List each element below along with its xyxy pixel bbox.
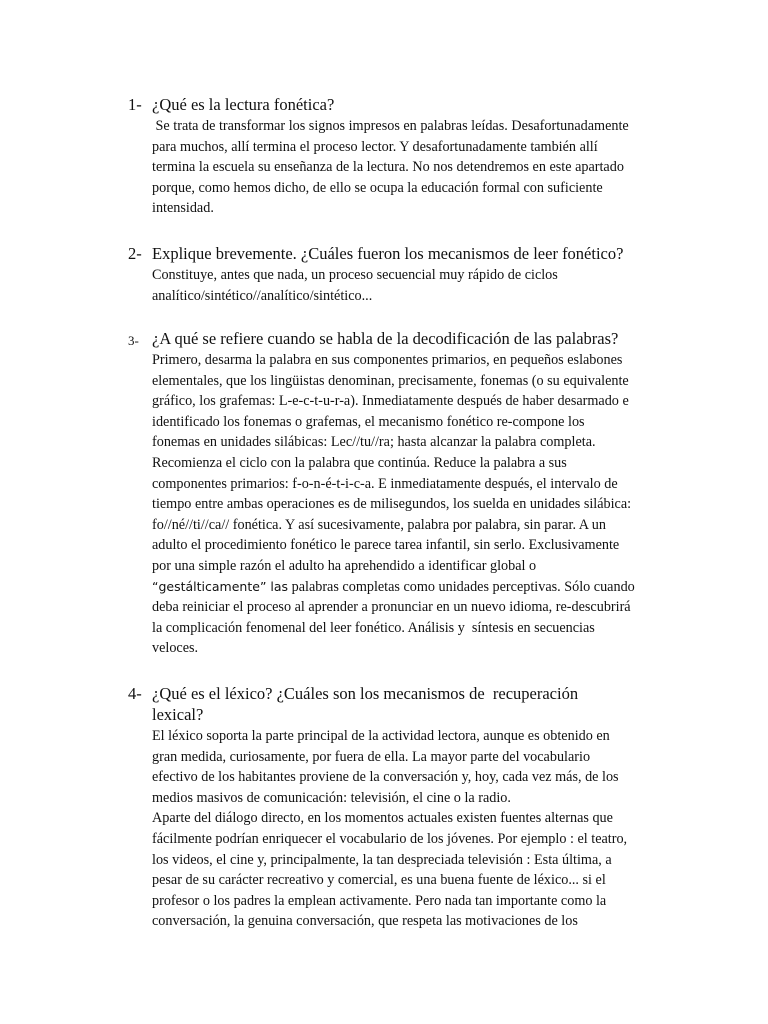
answer-line: los videos, el cine y, principalmente, la tan despreciada televisión : Esta última, a (152, 851, 612, 868)
answer-line: Primero, desarma la palabra en sus componentes primarios, en pequeños eslabones (152, 352, 623, 368)
answer-line: gráfico, los grafemas: L-e-c-t-u-r-a). Inmediatamente después de haber desarmado e (152, 393, 629, 410)
answer-line: intensidad. (152, 200, 214, 217)
answer-line: termina la escuela su enseñanza de la lectura. No nos detendremos en este apartado (152, 159, 624, 176)
answer-line: deba reiniciar el proceso al aprender a pronunciar en un nuevo idioma, re-descubrirá (152, 599, 631, 616)
answer-line: elementales, que los lingüistas denominan, precisamente, fonemas (o su equivalente (152, 372, 629, 389)
question-3-answer (152, 350, 672, 659)
question-3-title: ¿A qué se refiere cuando se habla de la decodificación de las palabras? (152, 329, 619, 348)
answer-line: conversación, la genuina conversación, que respeta las motivaciones de los (152, 913, 578, 930)
question-3-number: 3- (128, 333, 139, 348)
answer-line: Constituye, antes que nada, un proceso secuencial muy rápido de ciclos (152, 267, 558, 283)
answer-line: componentes primarios: f-o-n-é-t-i-c-a. E inmediatamente después, el intervalo de (152, 475, 618, 492)
question-2-title: Explique brevemente. ¿Cuáles fueron los mecanismos de leer fonético? (152, 244, 624, 263)
answer-line: Recomienza el ciclo con la palabra que continúa. Reduce la palabra a sus (152, 454, 567, 471)
question-1-number: 1- (128, 95, 142, 114)
answer-line: gran medida, curiosamente, por fuera de ella. La mayor parte del vocabulario (152, 748, 591, 765)
answer-line: fácilmente podrían enriquecer el vocabulario de los jóvenes. Por ejemplo : el teatro, (152, 830, 628, 847)
answer-line: fo//né//ti//ca// fonética. Y así sucesivamente, palabra por palabra, sin parar. A un (152, 516, 606, 533)
question-1-answer (152, 116, 672, 219)
answer-line: adulto el procedimiento fonético le parece tarea infantil, sin serlo. Exclusivamente (152, 537, 620, 554)
answer-line: por una simple razón el adulto ha aprehendido a identificar global o (152, 557, 537, 574)
question-4-title-line-2: lexical? (152, 705, 204, 724)
answer-line: analítico/sintético//analítico/sintético... (152, 287, 373, 304)
answer-line: Aparte del diálogo directo, en los momentos actuales existen fuentes alternas que (152, 810, 613, 827)
question-2-number: 2- (128, 244, 142, 263)
styled-word-rest: ” las (259, 578, 289, 594)
question-4-answer (152, 726, 672, 932)
answer-line: Se trata de transformar los signos impresos en palabras leídas. Desafortunadamente (152, 118, 629, 134)
answer-line: porque, como hemos dicho, de ello se ocupa la educación formal con suficiente (152, 179, 603, 196)
answer-line: pesar de su carácter recreativo y comercial, es una buena fuente de léxico... si el (152, 872, 606, 889)
answer-line: la complicación fenomenal del leer fonético. Análisis y síntesis en secuencias (152, 619, 595, 636)
styled-word: gestálticamente (158, 578, 260, 594)
answer-line-mixed-font (152, 577, 672, 598)
answer-line: efectivo de los habitantes proviene de la conversación y, hoy, cada vez más, de los (152, 769, 619, 786)
answer-line: identificado los fonemas o grafemas, el mecanismo fonético re-compone los (152, 413, 585, 430)
answer-line: medios masivos de comunicación: televisión, el cine o la radio. (152, 789, 511, 806)
answer-line: fonemas en unidades silábicas: Lec//tu//ra; hasta alcanzar la palabra completa. (152, 434, 596, 451)
answer-line: El léxico soporta la parte principal de la actividad lectora, aunque es obtenido en (152, 728, 610, 744)
question-1-title: ¿Qué es la lectura fonética? (152, 95, 335, 114)
line-rest: palabras completas como unidades perceptivas. Sólo cuando (288, 578, 635, 595)
question-4-number: 4- (128, 684, 142, 703)
answer-line: veloces. (152, 640, 199, 657)
question-4-title-line-1: ¿Qué es el léxico? ¿Cuáles son los mecanismos de recuperación (152, 684, 579, 703)
answer-line: profesor o los padres la emplean activamente. Pero nada tan importante como la (152, 892, 607, 909)
answer-line: tiempo entre ambas operaciones es de milisegundos, los suelda en unidades silábica: (152, 496, 632, 513)
answer-line: para muchos, allí termina el proceso lector. Y desafortunadamente también allí (152, 138, 598, 155)
question-2-answer (152, 265, 672, 306)
open-quote: “ (152, 578, 159, 594)
